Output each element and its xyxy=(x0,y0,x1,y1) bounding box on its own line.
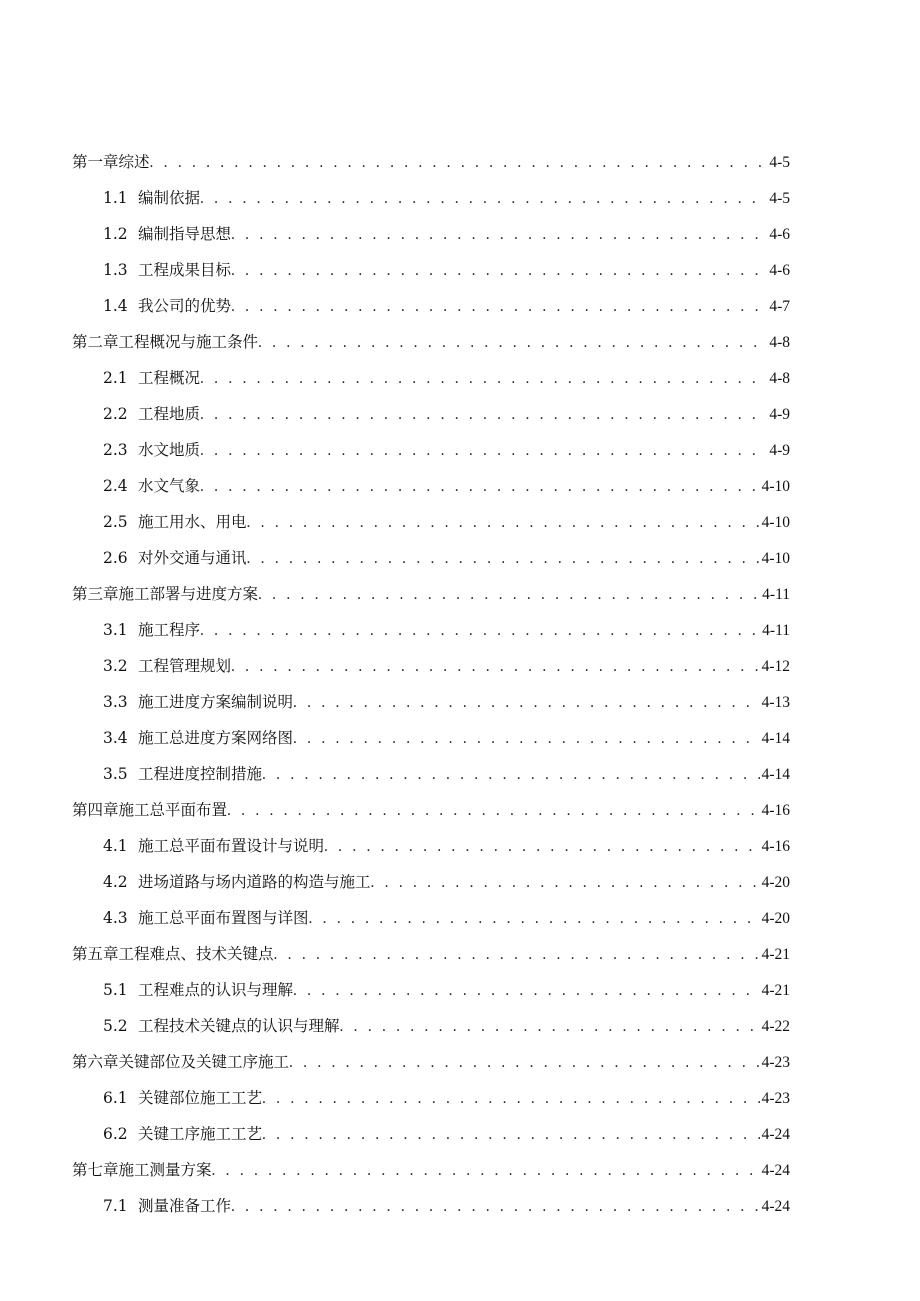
toc-entry-page-number: 4-14 xyxy=(761,730,790,747)
toc-entry-title: 工程地质 xyxy=(138,405,201,423)
toc-chapter-entry[interactable] xyxy=(72,144,790,180)
toc-chapter-entry[interactable] xyxy=(72,576,790,612)
toc-section-entry[interactable] xyxy=(72,540,790,576)
toc-section-entry[interactable] xyxy=(72,432,790,468)
toc-entry-page-number: 4-12 xyxy=(761,658,790,675)
toc-entry-title: 水文气象 xyxy=(138,477,201,495)
toc-entry-number: 4.2 xyxy=(103,873,128,891)
toc-entry-page-number: 4-11 xyxy=(762,622,790,639)
dot-leader xyxy=(262,1117,760,1152)
dot-leader xyxy=(324,829,760,864)
toc-entry-number: 2.4 xyxy=(103,477,128,495)
toc-section-entry[interactable] xyxy=(72,720,790,756)
toc-entry-title: 施工总平面布置图与详图 xyxy=(138,909,309,927)
toc-entry-page-number: 4-23 xyxy=(761,1054,790,1071)
dot-leader xyxy=(200,469,760,504)
toc-entry-title: 第五章工程难点、技术关键点 xyxy=(72,945,274,963)
toc-entry-page-number: 4-6 xyxy=(769,262,790,279)
dot-leader xyxy=(212,1153,760,1188)
toc-entry-title: 工程技术关键点的认识与理解 xyxy=(138,1017,340,1035)
toc-entry-page-number: 4-21 xyxy=(761,982,790,999)
dot-leader xyxy=(293,721,760,756)
toc-entry-title: 第三章施工部署与进度方案 xyxy=(72,585,259,603)
toc-entry-title: 第四章施工总平面布置 xyxy=(72,801,228,819)
toc-section-entry[interactable] xyxy=(72,1008,790,1044)
table-of-contents xyxy=(72,144,790,1224)
toc-entry-number: 4.3 xyxy=(103,909,128,927)
dot-leader xyxy=(200,361,767,396)
toc-entry-title: 工程概况 xyxy=(138,369,201,387)
dot-leader xyxy=(262,757,760,792)
dot-leader xyxy=(231,253,767,288)
toc-entry-page-number: 4-10 xyxy=(761,478,790,495)
toc-entry-page-number: 4-5 xyxy=(769,190,790,207)
toc-section-entry[interactable] xyxy=(72,1116,790,1152)
toc-section-entry[interactable] xyxy=(72,972,790,1008)
toc-section-entry[interactable] xyxy=(72,864,790,900)
toc-entry-page-number: 4-8 xyxy=(769,334,790,351)
toc-section-entry[interactable] xyxy=(72,756,790,792)
toc-entry-title: 我公司的优势 xyxy=(138,297,232,315)
toc-section-entry[interactable] xyxy=(72,1080,790,1116)
toc-entry-number: 2.5 xyxy=(103,513,128,531)
dot-leader xyxy=(309,901,760,936)
toc-entry-title: 水文地质 xyxy=(138,441,201,459)
dot-leader xyxy=(262,1081,760,1116)
toc-entry-title: 编制指导思想 xyxy=(138,225,232,243)
toc-entry-page-number: 4-14 xyxy=(761,766,790,783)
toc-entry-page-number: 4-23 xyxy=(761,1090,790,1107)
toc-entry-number: 4.1 xyxy=(103,837,128,855)
dot-leader xyxy=(231,289,767,324)
toc-entry-title: 施工进度方案编制说明 xyxy=(138,693,294,711)
toc-entry-title: 工程成果目标 xyxy=(138,261,232,279)
dot-leader xyxy=(340,1009,760,1044)
toc-section-entry[interactable] xyxy=(72,288,790,324)
toc-entry-title: 第七章施工测量方案 xyxy=(72,1161,212,1179)
toc-entry-number: 6.1 xyxy=(103,1089,128,1107)
dot-leader xyxy=(247,541,760,576)
dot-leader xyxy=(200,613,760,648)
toc-entry-title: 第一章综述 xyxy=(72,153,150,171)
toc-entry-page-number: 4-13 xyxy=(761,694,790,711)
toc-chapter-entry[interactable] xyxy=(72,792,790,828)
toc-entry-number: 2.2 xyxy=(103,405,128,423)
toc-entry-page-number: 4-11 xyxy=(762,586,790,603)
toc-chapter-entry[interactable] xyxy=(72,936,790,972)
toc-entry-page-number: 4-24 xyxy=(761,1126,790,1143)
toc-entry-title: 对外交通与通讯 xyxy=(138,549,247,567)
toc-entry-title: 编制依据 xyxy=(138,189,201,207)
dot-leader xyxy=(274,937,760,972)
toc-section-entry[interactable] xyxy=(72,396,790,432)
toc-entry-number: 3.1 xyxy=(103,621,128,639)
dot-leader xyxy=(289,1045,760,1080)
toc-entry-title: 关键部位施工工艺 xyxy=(138,1089,263,1107)
toc-entry-number: 2.1 xyxy=(103,369,128,387)
dot-leader xyxy=(227,793,760,828)
dot-leader xyxy=(258,325,767,360)
toc-entry-title: 第二章工程概况与施工条件 xyxy=(72,333,259,351)
toc-entry-title: 施工用水、用电 xyxy=(138,513,247,531)
toc-section-entry[interactable] xyxy=(72,684,790,720)
toc-entry-number: 1.4 xyxy=(103,297,128,315)
toc-entry-page-number: 4-24 xyxy=(761,1198,790,1215)
toc-entry-page-number: 4-10 xyxy=(761,550,790,567)
toc-entry-title: 关键工序施工工艺 xyxy=(138,1125,263,1143)
dot-leader xyxy=(200,181,767,216)
toc-chapter-entry[interactable] xyxy=(72,324,790,360)
toc-section-entry[interactable] xyxy=(72,180,790,216)
toc-entry-title: 测量准备工作 xyxy=(138,1197,232,1215)
toc-entry-page-number: 4-9 xyxy=(769,406,790,423)
toc-section-entry[interactable] xyxy=(72,648,790,684)
toc-entry-title: 工程进度控制措施 xyxy=(138,765,263,783)
toc-entry-page-number: 4-8 xyxy=(769,370,790,387)
dot-leader xyxy=(231,649,760,684)
toc-entry-page-number: 4-16 xyxy=(761,802,790,819)
toc-section-entry[interactable] xyxy=(72,504,790,540)
toc-chapter-entry[interactable] xyxy=(72,1044,790,1080)
dot-leader xyxy=(293,973,760,1008)
toc-entry-title: 进场道路与场内道路的构造与施工 xyxy=(138,873,371,891)
dot-leader xyxy=(231,217,767,252)
toc-section-entry[interactable] xyxy=(72,900,790,936)
toc-entry-page-number: 4-9 xyxy=(769,442,790,459)
dot-leader xyxy=(258,577,760,612)
toc-section-entry[interactable] xyxy=(72,216,790,252)
toc-entry-number: 1.2 xyxy=(103,225,128,243)
toc-entry-page-number: 4-5 xyxy=(769,154,790,171)
dot-leader xyxy=(231,1189,760,1224)
toc-entry-page-number: 4-24 xyxy=(761,1162,790,1179)
dot-leader xyxy=(200,433,767,468)
toc-entry-page-number: 4-20 xyxy=(761,910,790,927)
toc-entry-page-number: 4-22 xyxy=(761,1018,790,1035)
toc-entry-number: 3.5 xyxy=(103,765,128,783)
dot-leader xyxy=(150,145,768,180)
toc-entry-number: 2.3 xyxy=(103,441,128,459)
toc-section-entry[interactable] xyxy=(72,1188,790,1224)
toc-entry-page-number: 4-10 xyxy=(761,514,790,531)
toc-section-entry[interactable] xyxy=(72,360,790,396)
toc-entry-number: 1.1 xyxy=(103,189,128,207)
toc-entry-number: 5.2 xyxy=(103,1017,128,1035)
toc-entry-number: 3.4 xyxy=(103,729,128,747)
toc-entry-page-number: 4-6 xyxy=(769,226,790,243)
toc-entry-number: 7.1 xyxy=(103,1197,128,1215)
toc-entry-page-number: 4-7 xyxy=(769,298,790,315)
toc-entry-title: 第六章关键部位及关键工序施工 xyxy=(72,1053,290,1071)
dot-leader xyxy=(200,397,767,432)
toc-entry-number: 2.6 xyxy=(103,549,128,567)
toc-entry-number: 3.2 xyxy=(103,657,128,675)
toc-entry-title: 工程管理规划 xyxy=(138,657,232,675)
toc-section-entry[interactable] xyxy=(72,468,790,504)
toc-section-entry[interactable] xyxy=(72,252,790,288)
toc-entry-page-number: 4-16 xyxy=(761,838,790,855)
toc-entry-number: 3.3 xyxy=(103,693,128,711)
toc-entry-title: 施工总进度方案网络图 xyxy=(138,729,294,747)
toc-entry-title: 工程难点的认识与理解 xyxy=(138,981,294,999)
toc-entry-page-number: 4-21 xyxy=(761,946,790,963)
dot-leader xyxy=(247,505,760,540)
dot-leader xyxy=(371,865,760,900)
toc-entry-number: 6.2 xyxy=(103,1125,128,1143)
toc-entry-page-number: 4-20 xyxy=(761,874,790,891)
toc-chapter-entry[interactable] xyxy=(72,1152,790,1188)
toc-entry-number: 5.1 xyxy=(103,981,128,999)
toc-entry-title: 施工总平面布置设计与说明 xyxy=(138,837,325,855)
toc-entry-title: 施工程序 xyxy=(138,621,201,639)
toc-entry-number: 1.3 xyxy=(103,261,128,279)
toc-section-entry[interactable] xyxy=(72,828,790,864)
toc-section-entry[interactable] xyxy=(72,612,790,648)
dot-leader xyxy=(293,685,760,720)
